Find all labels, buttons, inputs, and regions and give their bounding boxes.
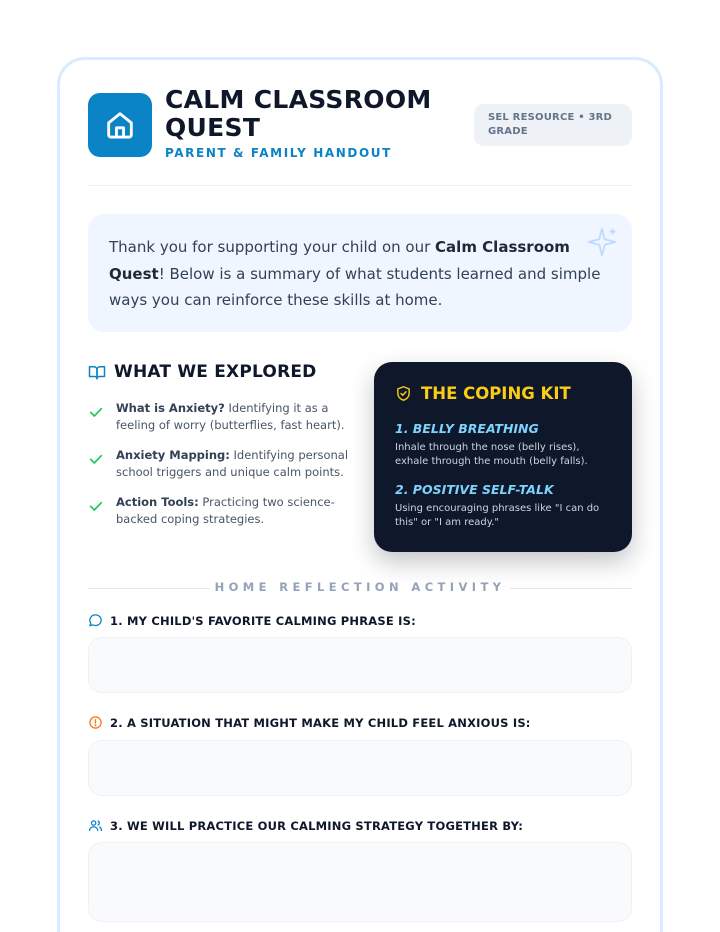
list-item-desc: Identifying personal school triggers and unique calm points.: [116, 448, 349, 479]
sparkle-icon: [584, 224, 620, 260]
list-item-text: [116, 494, 350, 528]
explored-list: [88, 400, 350, 541]
question-label-text: 3. WE WILL PRACTICE OUR CALMING STRATEGY TOGETHER BY:: [110, 818, 523, 833]
intro-text-prefix: Thank you for supporting your child on our: [109, 238, 436, 256]
list-item-text: [116, 400, 350, 434]
answer-field-3[interactable]: [88, 842, 632, 922]
book-icon: [88, 363, 106, 381]
question-label: [88, 818, 523, 833]
intro-text-suffix: ! Below is a summary of what students learned and simple ways you can reinforce these skills at home.: [109, 264, 601, 309]
section-divider-left: [88, 588, 210, 589]
list-item-term: What is Anxiety?: [116, 401, 225, 415]
question-label: [88, 715, 531, 730]
list-item: [88, 400, 350, 434]
grade-badge: SEL RESOURCE • 3RD GRADE: [474, 104, 632, 146]
header-divider: [88, 185, 632, 186]
question-label: [88, 613, 416, 628]
alert-circle-icon: [88, 715, 103, 730]
check-icon: [88, 451, 104, 467]
list-item-term: Action Tools:: [116, 495, 199, 509]
question-label-text: 1. MY CHILD'S FAVORITE CALMING PHRASE IS:: [110, 613, 416, 628]
page-subtitle: PARENT & FAMILY HANDOUT: [165, 146, 392, 160]
logo: [88, 93, 152, 157]
list-item-text: [116, 447, 350, 481]
home-icon: [103, 108, 137, 142]
explored-heading: [88, 362, 317, 382]
intro-box: [88, 214, 632, 332]
coping-kit-heading-text: THE COPING KIT: [421, 384, 571, 403]
users-icon: [88, 818, 103, 833]
section-divider-right: [510, 588, 632, 589]
check-icon: [88, 498, 104, 514]
answer-field-2[interactable]: [88, 740, 632, 796]
kit-step-desc: Inhale through the nose (belly rises), exhale through the mouth (belly falls).: [395, 442, 588, 467]
check-icon: [88, 404, 104, 420]
list-item-term: Anxiety Mapping:: [116, 448, 230, 462]
list-item-desc: Identifying it as a feeling of worry (butterflies, fast heart).: [116, 401, 345, 432]
explored-heading-text: WHAT WE EXPLORED: [114, 362, 317, 382]
coping-kit-card: [374, 362, 632, 552]
list-item: [88, 494, 350, 528]
shield-check-icon: [395, 385, 412, 402]
intro-highlight: Calm Classroom Quest: [109, 238, 570, 283]
list-item: [88, 447, 350, 481]
speech-bubble-icon: [88, 613, 103, 628]
answer-field-1[interactable]: [88, 637, 632, 693]
kit-step-title: 1. BELLY BREATHING: [395, 421, 539, 436]
kit-step-title: 2. POSITIVE SELF-TALK: [395, 482, 554, 497]
question-label-text: 2. A SITUATION THAT MIGHT MAKE MY CHILD FEEL ANXIOUS IS:: [110, 715, 531, 730]
page-title: CALM CLASSROOM QUEST: [165, 85, 432, 142]
list-item-desc: Practicing two science-backed coping strategies.: [116, 495, 335, 526]
reflection-heading: HOME REFLECTION ACTIVITY: [214, 580, 506, 594]
kit-step-desc: Using encouraging phrases like "I can do this" or "I am ready.": [395, 503, 600, 528]
coping-kit-heading: [395, 384, 611, 403]
